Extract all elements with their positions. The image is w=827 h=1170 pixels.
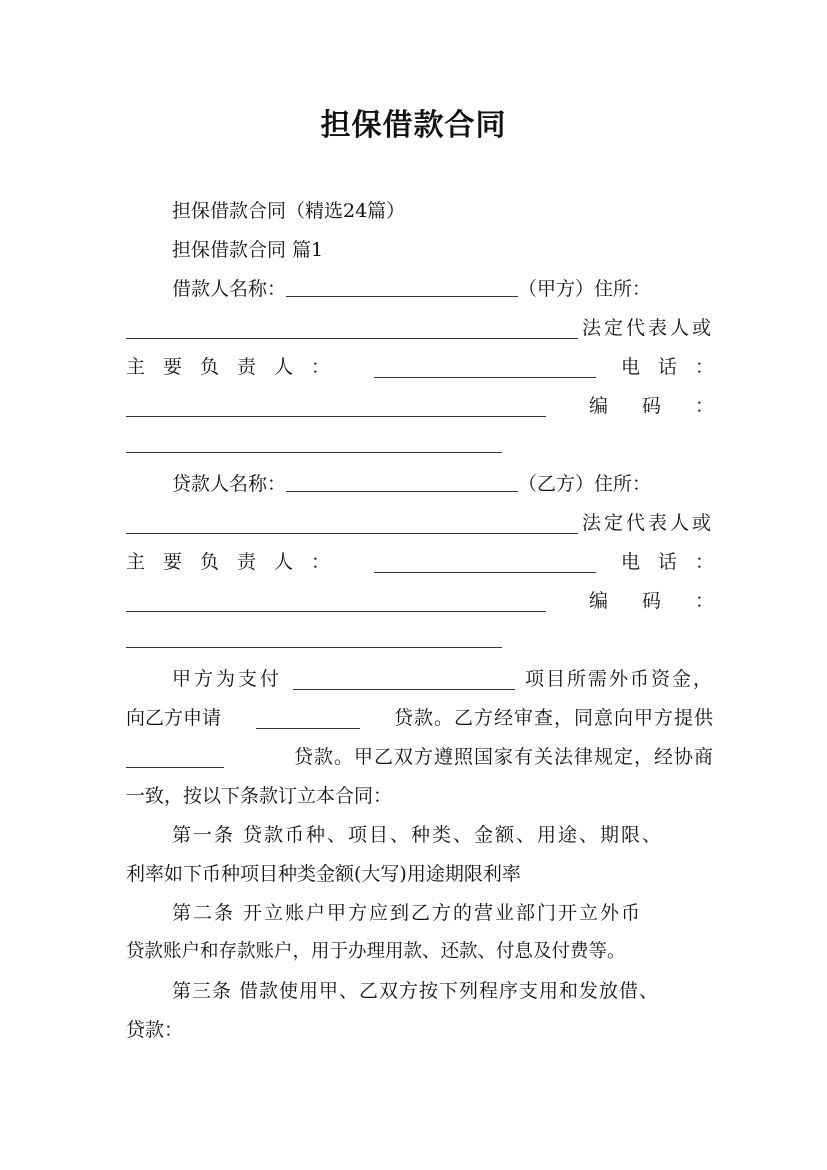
lender-name-blank[interactable] <box>286 471 518 492</box>
article-2-line-2: 贷款账户和存款账户，用于办理用款、还款、付息及付费等。 <box>126 941 626 962</box>
lender-name-label: 贷款人名称： <box>172 473 287 495</box>
borrower-name-label: 借款人名称： <box>172 278 287 300</box>
article-3-line-2: 贷款： <box>126 1019 184 1041</box>
borrower-main-resp-label: 主要负责人： <box>126 356 349 378</box>
lender-address-line <box>126 508 714 538</box>
document-title: 担保借款合同 <box>320 108 507 143</box>
lender-main-resp-label: 主要负责人： <box>126 551 349 573</box>
body-text-pay: 甲方为支付 <box>172 668 283 690</box>
lender-phone-label: 电话： <box>620 551 732 573</box>
body-text-review: 贷款。乙方经审查，同意向甲方提供 <box>393 707 714 729</box>
lender-code-label: 编码： <box>588 590 748 612</box>
article-3-line-1: 第三条 借款使用甲、乙双方按下列程序支用和发放借、 <box>172 980 660 1002</box>
borrower-address-line <box>126 313 714 343</box>
article-2-line-1: 第二条 开立账户甲方应到乙方的营业部门开立外币 <box>172 902 643 924</box>
borrower-main-resp-line <box>126 352 732 382</box>
borrower-party-address-label: （甲方）住所： <box>518 278 652 300</box>
lender-main-resp-line <box>126 547 732 577</box>
borrower-phone-line <box>126 391 748 421</box>
article-1-line-1: 第一条 贷款币种、项目、种类、金额、用途、期限、 <box>172 824 664 846</box>
body-text-apply: 向乙方申请 <box>126 707 222 729</box>
borrower-name-line <box>172 274 714 304</box>
lender-phone-blank[interactable] <box>126 591 546 612</box>
lender-address-blank[interactable] <box>126 513 578 534</box>
provide-amount-blank[interactable] <box>126 747 224 768</box>
borrower-address-blank[interactable] <box>126 318 578 339</box>
borrower-code-line <box>126 430 714 460</box>
lender-party-address-label: （乙方）住所： <box>518 473 652 495</box>
lender-code-blank[interactable] <box>126 627 502 648</box>
lender-code-line <box>126 625 714 655</box>
body-text-law: 贷款。甲乙双方遵照国家有关法律规定，经协商 <box>293 746 714 768</box>
borrower-rep-label: 法定代表人或 <box>581 317 714 339</box>
borrower-name-blank[interactable] <box>286 276 518 297</box>
borrower-phone-blank[interactable] <box>126 396 546 417</box>
body-line-1 <box>172 664 714 694</box>
borrower-code-blank[interactable] <box>126 432 502 453</box>
body-line-4: 一致，按以下条款订立本合同： <box>126 785 393 807</box>
lender-rep-label: 法定代表人或 <box>581 512 714 534</box>
body-line-2 <box>126 703 714 733</box>
lender-name-line <box>172 469 714 499</box>
project-blank[interactable] <box>293 669 515 690</box>
chapter-heading: 担保借款合同 篇1 <box>172 239 324 261</box>
body-line-3 <box>126 742 714 772</box>
body-text-project: 项目所需外币资金， <box>524 668 714 690</box>
lender-main-resp-blank[interactable] <box>374 552 596 573</box>
borrower-phone-label: 电话： <box>620 356 732 378</box>
borrower-main-resp-blank[interactable] <box>374 357 596 378</box>
borrower-code-label: 编码： <box>588 395 748 417</box>
lender-phone-line <box>126 586 748 616</box>
document-subtitle: 担保借款合同（精选24篇） <box>172 200 406 222</box>
article-1-line-2: 利率如下币种项目种类金额(大写)用途期限利率 <box>126 863 521 885</box>
loan-amount-blank[interactable] <box>256 708 360 729</box>
